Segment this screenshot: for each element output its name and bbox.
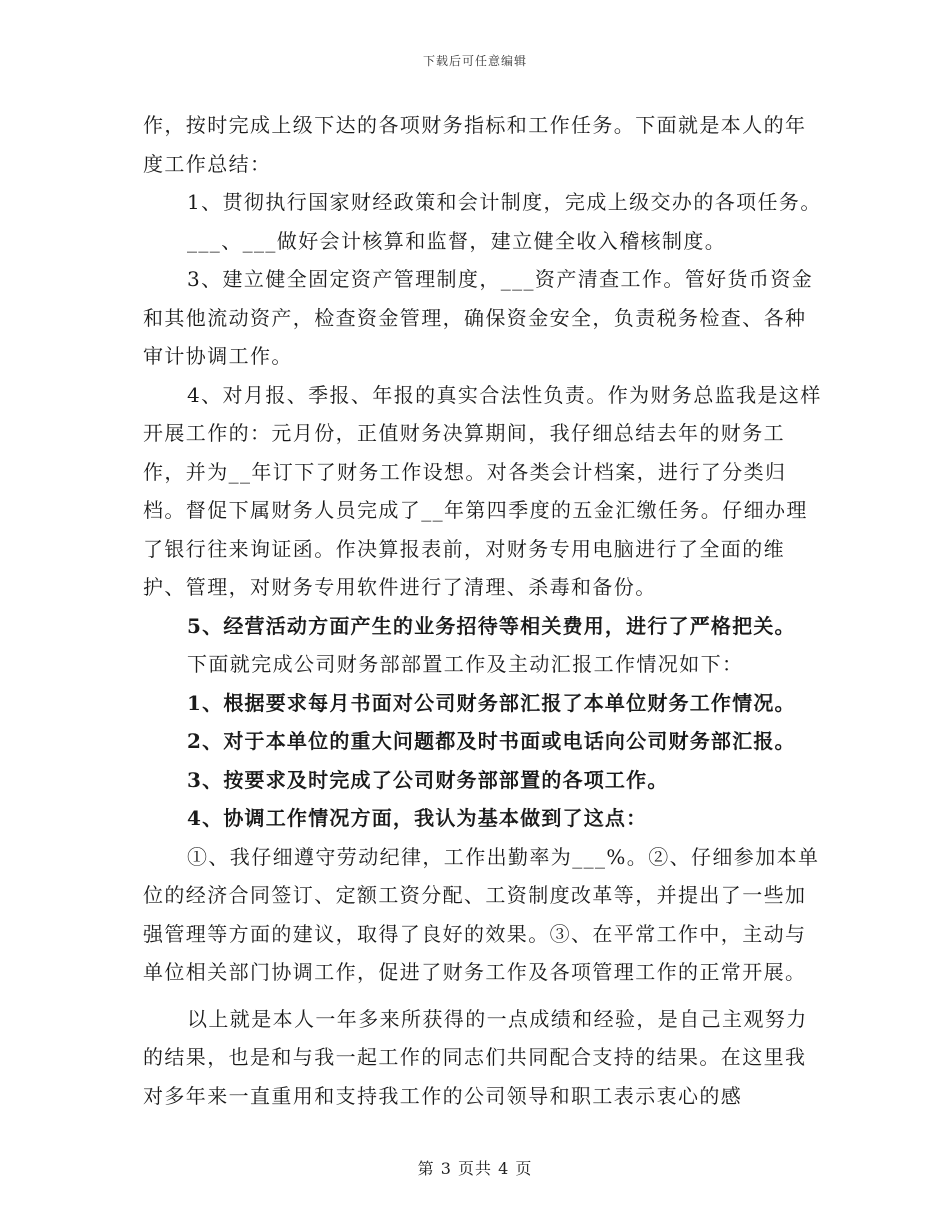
paragraph-report-intro: 下面就完成公司财务部部置工作及主动汇报工作情况如下： xyxy=(187,652,744,676)
paragraph-item-1: 1、贯彻执行国家财经政策和会计制度，完成上级交办的各项任务。 xyxy=(187,190,822,214)
paragraph-coordination: ①、我仔细遵守劳动纪律，工作出勤率为___%。②、仔细参加本单位的经济合同签订、定额工资分配、工资制度改革等，并提出了一些加强管理等方面的建议，取得了良好的效果。③、在平常工作中，主动与单位相关部门协调工作，促进了财务工作及各项管理工作的正常开展。 xyxy=(143,844,820,984)
paragraph-item-5: 5、经营活动方面产生的业务招待等相关费用，进行了严格把关。 xyxy=(187,613,796,638)
paragraph-item-2: ___、___做好会计核算和监督，建立健全收入稽核制度。 xyxy=(187,228,727,253)
paragraph-item-4: 4、对月报、季报、年报的真实合法性负责。作为财务总监我是这样开展工作的：元月份，正值财务决算期间，我仔细总结去年的财务工作，并为__年订下了财务工作设想。对各类会计档案，进行了分类归档。督促下属财务人员完成了__年第四季度的五金汇缴任务。仔细办理了银行往来询证函。作决算报表前，对财务专用电脑进行了全面的维护、管理，对财务专用软件进行了清理、杀毒和备份。 xyxy=(143,382,822,599)
paragraph-conclusion: 以上就是本人一年多来所获得的一点成绩和经验，是自己主观努力的结果，也是和与我一起工作的同志们共同配合支持的结果。在这里我对多年来一直重用和支持我工作的公司领导和职工表示衷心的感 xyxy=(143,1006,808,1108)
paragraph-report-1: 1、根据要求每月书面对公司财务部汇报了本单位财务工作情况。 xyxy=(187,690,796,715)
paragraph-intro: 作，按时完成上级下达的各项财务指标和工作任务。下面就是本人的年度工作总结： xyxy=(143,113,807,176)
paragraph-report-2: 2、对于本单位的重大问题都及时书面或电话向公司财务部汇报。 xyxy=(187,729,796,753)
page-number: 第 3 页共 4 页 xyxy=(417,1159,533,1178)
paragraph-report-3: 3、按要求及时完成了公司财务部部置的各项工作。 xyxy=(187,767,669,792)
paragraph-item-3: 3、建立健全固定资产管理制度，___资产清查工作。管好货币资金和其他流动资产，检查资金管理，确保资金安全，负责税务检查、各种审计协调工作。 xyxy=(143,267,814,368)
document-body xyxy=(143,106,823,1115)
paragraph-report-4: 4、协调工作情况方面，我认为基本做到了这点： xyxy=(187,806,648,830)
page-header: 下载后可任意编辑 xyxy=(422,54,527,68)
